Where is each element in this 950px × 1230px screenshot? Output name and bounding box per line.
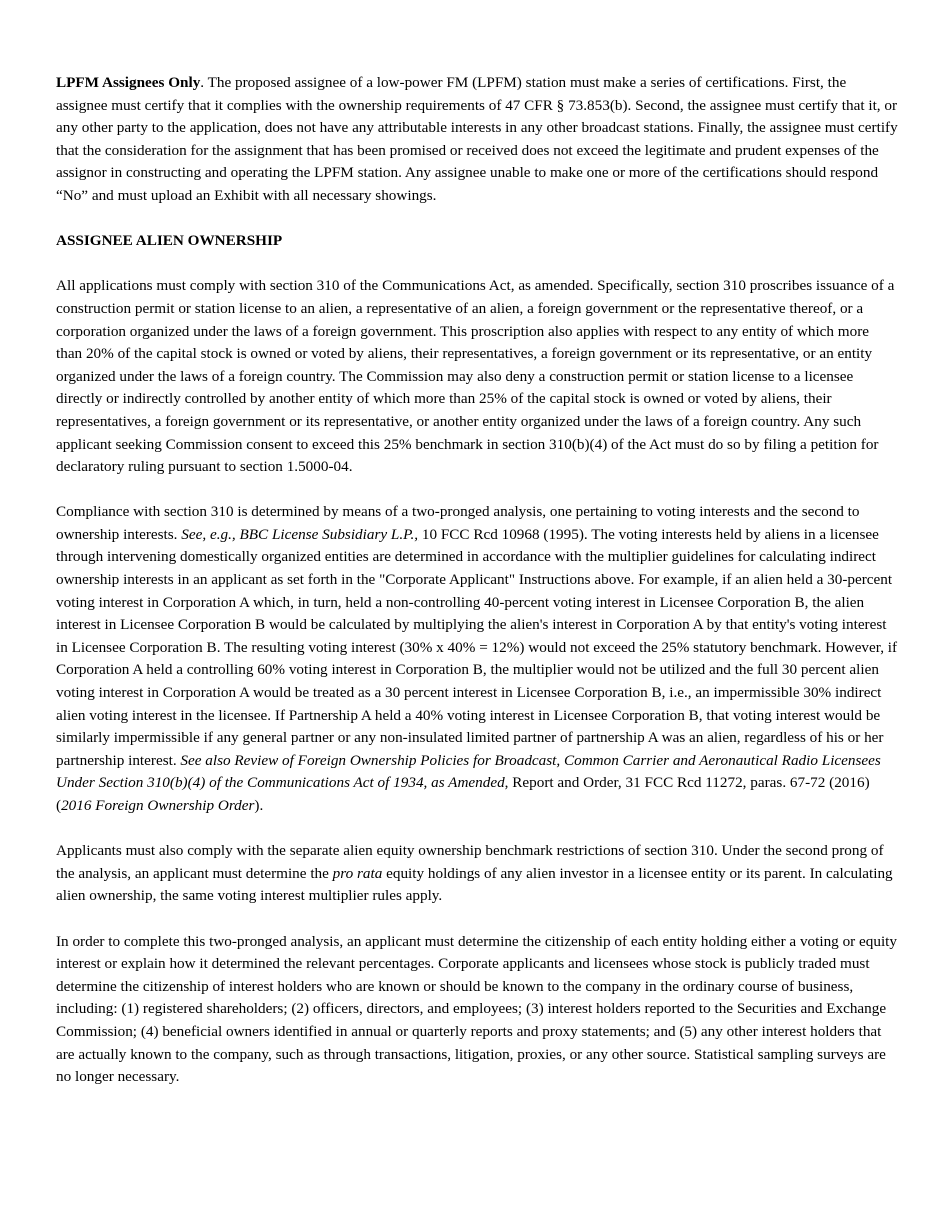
compliance-paragraph [56, 501, 898, 817]
applications-paragraph: All applications must comply with section 310 of the Communications Act, as amended. Specifically, section 310 proscribes issuance of a construction permit or station license to an alien, a representative of an alien, a foreign government or the representative thereof, or a corporation organized under the laws of a foreign government. This proscription also applies with respect to any entity of which more than 20% of the capital stock is owned or voted by aliens, their representatives, a foreign government or its representative, or an entity organized under the laws of a foreign country. The Commission may also deny a construction permit or station license to a licensee directly or indirectly controlled by another entity of which more than 25% of the capital stock is owned or voted by aliens, their representatives, a foreign government or its representative, or another entity organized under the laws of a foreign country. Any such applicant seeking Commission consent to exceed this 25% benchmark in section 310(b)(4) of the Act must do so by filing a petition for declaratory ruling pursuant to section 1.5000-04. [56, 277, 895, 476]
compliance-text-2: 10 FCC Rcd 10968 (1995). The voting interests held by aliens in a licensee through intervening domestically organized entities are determined in accordance with the multiplier guidelines for calculating indirect ownership interests in an applicant as set forth in the "Corporate Applicant" Instructions above. For example, if an alien held a 30-percent voting interest in Corporation A which, in turn, held a non-controlling 40-percent voting interest in Licensee Corporation B, the alien interest in Licensee Corporation B would be calculated by multiplying the alien's interest in Corporation A by that entity's voting interest in Licensee Corporation B. The resulting voting interest (30% x 40% = 12%) would not exceed the 25% statutory benchmark. However, if Corporation A held a controlling 60% voting interest in Corporation B, the multiplier would not be utilized and the full 30 percent alien voting interest in Corporation A would be treated as a 30 percent interest in Licensee Corporation B, i.e., an impermissible 30% indirect alien voting interest in the licensee. If Partnership A held a 40% voting interest in Licensee Corporation B, that voting interest would be similarly impermissible if any general partner or any non-insulated limited partner of partnership A was an alien, regardless of his or her partnership interest. [56, 525, 898, 769]
lpfm-assignees-paragraph [56, 72, 898, 208]
compliance-text-1: Compliance with section 310 is determined by means of a two-pronged analysis, one pertaining to voting interests and the second to ownership interests. [56, 503, 860, 543]
citation-bbc-comma: , [414, 525, 419, 543]
compliance-text-4: ). [254, 797, 264, 814]
document-page [56, 72, 898, 1111]
equity-text-2: equity holdings of any alien investor in a licensee entity or its parent. In calculating alien ownership, the same voting interest multiplier rules apply. [56, 864, 893, 905]
lpfm-assignees-label: LPFM Assignees Only [56, 74, 201, 91]
pro-rata-term: pro rata [332, 864, 383, 882]
lpfm-assignees-text: . The proposed assignee of a low-power FM (LPFM) station must make a series of certifications. First, the assignee must certify that it complies with the ownership requirements of 47 CFR § 73.853(b). Second, the assignee must certify that it, or any other party to the application, does not have any attributable interests in any other broadcast stations. Finally, the assignee must certify that the consideration for the assignment that has been promised or received does not exceed the legitimate and prudent expenses of the assignor in constructing and operating the LPFM station. Any assignee unable to make one or more of the certifications should respond “No” and must upload an Exhibit with all necessary showings. [56, 74, 898, 204]
compliance-text-3: , Report and Order, 31 FCC Rcd 11272, paras. 67-72 (2016) ( [56, 774, 870, 814]
section-heading-alien-ownership: ASSIGNEE ALIEN OWNERSHIP [56, 232, 283, 250]
citation-foreign-ownership-review: See also Review of Foreign Ownership Policies for Broadcast, Common Carrier and Aeronautical Radio Licensees Under Section 310(b)(4) of the Communications Act of 1934, as Amended [56, 751, 881, 792]
citation-bbc-license-text: See, e.g., BBC License Subsidiary L.P. [181, 525, 415, 543]
equity-text-1: Applicants must also comply with the separate alien equity ownership benchmark restrictions of section 310. Under the second prong of the analysis, an applicant must determine the [56, 842, 884, 882]
citation-bbc-license [181, 526, 418, 543]
citation-2016-order: 2016 Foreign Ownership Order [61, 797, 255, 814]
equity-paragraph [56, 840, 898, 908]
citizenship-paragraph: In order to complete this two-pronged analysis, an applicant must determine the citizenship of each entity holding either a voting or equity interest or explain how it determined the relevant percentages. Corporate applicants and licensees whose stock is publicly traded must determine the citizenship of interest holders who are known or should be known to the company in the ordinary course of business, including: (1) registered shareholders; (2) officers, directors, and employees; (3) interest holders reported to the Securities and Exchange Commission; (4) beneficial owners identified in annual or quarterly reports and proxy statements; and (5) any other interest holders that are actually known to the company, such as through transactions, litigation, proxies, or any other source. Statistical sampling surveys are no longer necessary. [56, 932, 897, 1086]
